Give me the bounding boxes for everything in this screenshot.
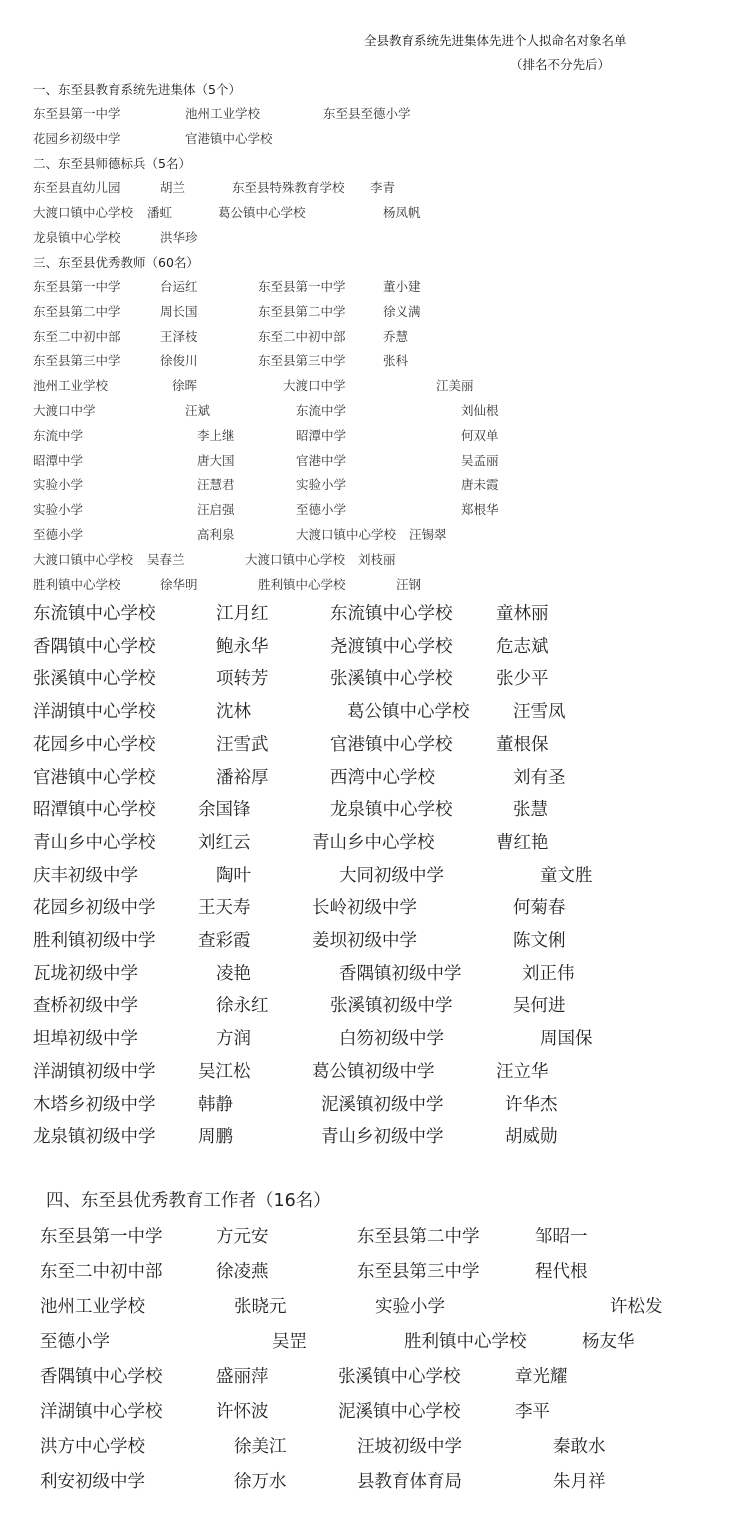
school-name: 东至县第三中学 (258, 353, 346, 368)
person-name: 徐晖 (172, 378, 198, 393)
person-name: 胡威勋 (505, 1127, 558, 1147)
school-name: 尧渡镇中心学校 (330, 637, 453, 657)
person-name: 汪斌 (185, 403, 211, 418)
person-name: 刘有圣 (513, 768, 566, 788)
person-name: 周国保 (540, 1029, 593, 1049)
person-name: 江月红 (216, 604, 269, 624)
person-name: 汪启强 (197, 502, 235, 517)
school-name: 花园乡中心学校 (33, 735, 156, 755)
school-name: 胜利镇初级中学 (33, 931, 156, 951)
school-name: 至德小学 (33, 527, 84, 542)
person-name: 刘枝丽 (358, 552, 396, 567)
section-4-title: 四、东至县优秀教育工作者（16名） (46, 1191, 331, 1211)
person-name: 童文胜 (540, 866, 593, 886)
school-name: 大渡口镇中心学校 (245, 552, 346, 567)
school-name: 东流镇中心学校 (330, 604, 453, 624)
school-name: 东至县第一中学 (40, 1227, 163, 1247)
school-name: 张溪镇中心学校 (338, 1367, 461, 1387)
school-name: 胜利镇中心学校 (33, 577, 121, 592)
person-name: 汪锡翠 (409, 527, 447, 542)
school-name: 查桥初级中学 (33, 996, 138, 1016)
page-subtitle-note: （排名不分先后） (510, 57, 611, 72)
person-name: 周长国 (160, 304, 198, 319)
school-name: 池州工业学校 (40, 1297, 145, 1317)
school-name: 姜坝初级中学 (312, 931, 417, 951)
school-name: 昭潭中学 (296, 428, 347, 443)
school-name: 池州工业学校 (33, 378, 109, 393)
school-name: 庆丰初级中学 (33, 866, 138, 886)
person-name: 郑根华 (461, 502, 499, 517)
school-name: 胜利镇中心学校 (404, 1332, 527, 1352)
school-name: 泥溪镇初级中学 (321, 1095, 444, 1115)
school-name: 胜利镇中心学校 (258, 577, 346, 592)
person-name: 汪慧君 (197, 477, 235, 492)
school-name: 实验小学 (296, 477, 347, 492)
school-name: 龙泉镇中心学校 (33, 230, 121, 245)
school-name: 官港镇中心学校 (330, 735, 453, 755)
person-name: 洪华珍 (160, 230, 198, 245)
person-name: 邹昭一 (535, 1227, 588, 1247)
person-name: 张少平 (496, 669, 549, 689)
person-name: 徐凌燕 (216, 1262, 269, 1282)
school-name: 东至二中初中部 (33, 329, 121, 344)
person-name: 董小建 (383, 279, 421, 294)
school-name: 东至县第二中学 (33, 304, 121, 319)
person-name: 章光耀 (515, 1367, 568, 1387)
person-name: 沈林 (216, 702, 251, 722)
person-name: 吴江松 (198, 1062, 251, 1082)
school-name: 东至县第二中学 (258, 304, 346, 319)
school-name: 香隅镇中心学校 (40, 1367, 163, 1387)
person-name: 江美丽 (436, 378, 474, 393)
person-name: 吴孟丽 (461, 453, 499, 468)
person-name: 何菊春 (513, 898, 566, 918)
page-title: 全县教育系统先进集体先进个人拟命名对象名单 (364, 33, 627, 48)
school-name: 葛公镇中心学校 (347, 702, 470, 722)
person-name: 韩静 (198, 1095, 233, 1115)
person-name: 胡兰 (160, 180, 186, 195)
school-name: 实验小学 (33, 477, 84, 492)
person-name: 高利泉 (197, 527, 235, 542)
school-name: 青山乡中心学校 (33, 833, 156, 853)
school-name: 至德小学 (296, 502, 347, 517)
person-name: 程代根 (535, 1262, 588, 1282)
school-name: 东至县第二中学 (357, 1227, 480, 1247)
school-name: 官港镇中心学校 (33, 768, 156, 788)
person-name: 唐大国 (197, 453, 235, 468)
school-name: 青山乡中心学校 (312, 833, 435, 853)
section-3-title: 三、东至县优秀教师（60名） (33, 255, 199, 270)
person-name: 李青 (370, 180, 396, 195)
person-name: 吴春兰 (147, 552, 185, 567)
person-name: 刘正伟 (522, 964, 575, 984)
school-name: 张溪镇中心学校 (33, 669, 156, 689)
person-name: 危志斌 (496, 637, 549, 657)
person-name: 余国锋 (198, 800, 251, 820)
school-name: 东流中学 (33, 428, 84, 443)
person-name: 潘虹 (147, 205, 173, 220)
school-name: 汪坡初级中学 (357, 1437, 462, 1457)
school-name: 龙泉镇中心学校 (330, 800, 453, 820)
person-name: 汪立华 (496, 1062, 549, 1082)
person-name: 台运红 (160, 279, 198, 294)
person-name: 汪钢 (396, 577, 422, 592)
school-name: 东至县特殊教育学校 (232, 180, 345, 195)
school-name: 大渡口中学 (283, 378, 346, 393)
unit-name: 官港镇中心学校 (185, 131, 273, 146)
school-name: 官港中学 (296, 453, 347, 468)
school-name: 昭潭镇中心学校 (33, 800, 156, 820)
school-name: 坦埠初级中学 (33, 1029, 138, 1049)
unit-name: 东至县至德小学 (323, 106, 411, 121)
school-name: 木塔乡初级中学 (33, 1095, 156, 1115)
section-2-title: 二、东至县师德标兵（5名） (33, 156, 191, 171)
person-name: 徐义满 (383, 304, 421, 319)
school-name: 洋湖镇中心学校 (40, 1402, 163, 1422)
person-name: 李上继 (197, 428, 235, 443)
person-name: 董根保 (496, 735, 549, 755)
person-name: 刘红云 (198, 833, 251, 853)
school-name: 大渡口镇中心学校 (33, 205, 134, 220)
school-name: 东至县第三中学 (33, 353, 121, 368)
school-name: 大渡口镇中心学校 (296, 527, 397, 542)
person-name: 李平 (515, 1402, 550, 1422)
person-name: 凌艳 (216, 964, 251, 984)
person-name: 吴罡 (272, 1332, 307, 1352)
school-name: 东至县直幼儿园 (33, 180, 121, 195)
school-name: 洋湖镇初级中学 (33, 1062, 156, 1082)
person-name: 方润 (216, 1029, 251, 1049)
person-name: 许松发 (610, 1297, 663, 1317)
person-name: 王天寿 (198, 898, 251, 918)
school-name: 青山乡初级中学 (321, 1127, 444, 1147)
school-name: 葛公镇初级中学 (312, 1062, 435, 1082)
person-name: 查彩霞 (198, 931, 251, 951)
person-name: 张慧 (513, 800, 548, 820)
person-name: 徐俊川 (160, 353, 198, 368)
person-name: 张晓元 (234, 1297, 287, 1317)
school-name: 东至二中初中部 (40, 1262, 163, 1282)
school-name: 张溪镇中心学校 (330, 669, 453, 689)
person-name: 何双单 (461, 428, 499, 443)
school-name: 花园乡初级中学 (33, 898, 156, 918)
person-name: 童林丽 (496, 604, 549, 624)
school-name: 香隅镇中心学校 (33, 637, 156, 657)
school-name: 东至县第一中学 (33, 279, 121, 294)
person-name: 唐未霞 (461, 477, 499, 492)
school-name: 东至二中初中部 (258, 329, 346, 344)
person-name: 周鹏 (198, 1127, 233, 1147)
school-name: 实验小学 (33, 502, 84, 517)
person-name: 潘裕厚 (216, 768, 269, 788)
person-name: 乔慧 (383, 329, 409, 344)
person-name: 徐美江 (234, 1437, 287, 1457)
school-name: 东流镇中心学校 (33, 604, 156, 624)
school-name: 张溪镇初级中学 (330, 996, 453, 1016)
person-name: 张科 (383, 353, 409, 368)
person-name: 方元安 (216, 1227, 269, 1247)
person-name: 朱月祥 (553, 1472, 606, 1492)
school-name: 昭潭中学 (33, 453, 84, 468)
school-name: 西湾中心学校 (330, 768, 435, 788)
school-name: 香隅镇初级中学 (339, 964, 462, 984)
person-name: 秦敢水 (553, 1437, 606, 1457)
person-name: 刘仙根 (461, 403, 499, 418)
school-name: 东至县第一中学 (258, 279, 346, 294)
person-name: 曹红艳 (496, 833, 549, 853)
school-name: 实验小学 (375, 1297, 445, 1317)
school-name: 大渡口中学 (33, 403, 96, 418)
person-name: 徐华明 (160, 577, 198, 592)
school-name: 大渡口镇中心学校 (33, 552, 134, 567)
person-name: 杨凤帆 (383, 205, 421, 220)
unit-name: 花园乡初级中学 (33, 131, 121, 146)
person-name: 项转芳 (216, 669, 269, 689)
school-name: 洪方中心学校 (40, 1437, 145, 1457)
school-name: 龙泉镇初级中学 (33, 1127, 156, 1147)
unit-name: 东至县第一中学 (33, 106, 121, 121)
person-name: 王泽枝 (160, 329, 198, 344)
school-name: 东至县第三中学 (357, 1262, 480, 1282)
section-1-title: 一、东至县教育系统先进集体（5个） (33, 82, 241, 97)
person-name: 鲍永华 (216, 637, 269, 657)
person-name: 吴何进 (513, 996, 566, 1016)
school-name: 瓦垅初级中学 (33, 964, 138, 984)
person-name: 汪雪凤 (513, 702, 566, 722)
school-name: 长岭初级中学 (312, 898, 417, 918)
school-name: 白笏初级中学 (339, 1029, 444, 1049)
person-name: 陶叶 (216, 866, 251, 886)
school-name: 泥溪镇中心学校 (338, 1402, 461, 1422)
person-name: 许怀波 (216, 1402, 269, 1422)
school-name: 大同初级中学 (339, 866, 444, 886)
unit-name: 池州工业学校 (185, 106, 261, 121)
school-name: 葛公镇中心学校 (218, 205, 306, 220)
person-name: 许华杰 (505, 1095, 558, 1115)
person-name: 陈文俐 (513, 931, 566, 951)
school-name: 洋湖镇中心学校 (33, 702, 156, 722)
person-name: 盛丽萍 (216, 1367, 269, 1387)
person-name: 徐永红 (216, 996, 269, 1016)
school-name: 至德小学 (40, 1332, 110, 1352)
school-name: 利安初级中学 (40, 1472, 145, 1492)
person-name: 徐万水 (234, 1472, 287, 1492)
school-name: 县教育体育局 (357, 1472, 462, 1492)
person-name: 杨友华 (582, 1332, 635, 1352)
school-name: 东流中学 (296, 403, 347, 418)
person-name: 汪雪武 (216, 735, 269, 755)
